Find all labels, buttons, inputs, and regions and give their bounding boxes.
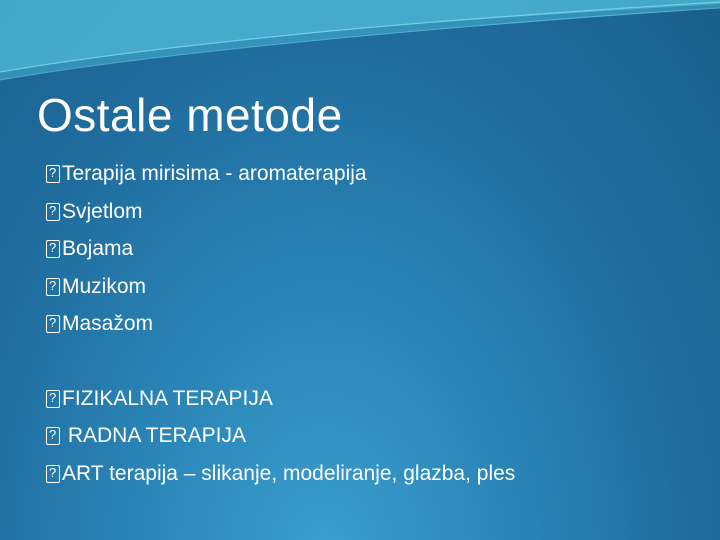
list-item-text: FIZIKALNA TERAPIJA [62, 386, 273, 410]
list-item [46, 196, 515, 234]
list-item-text: Svjetlom [62, 199, 143, 223]
list-item-text: ART terapija – slikanje, modeliranje, glazba, ples [62, 461, 516, 485]
list-item-text: RADNA TERAPIJA [62, 424, 246, 447]
bullet-glyph-icon [46, 240, 60, 258]
list-item [46, 308, 515, 346]
bullet-glyph-icon [46, 278, 60, 296]
slide-title: Ostale metode [37, 89, 343, 141]
list-item-text: Terapija mirisima - aromaterapija [62, 162, 367, 185]
bullet-glyph-icon [46, 427, 60, 445]
list-item [46, 233, 515, 271]
list-item-text: Masažom [62, 312, 154, 335]
bullet-glyph-icon [46, 465, 60, 483]
header-wave-decoration [0, 0, 720, 90]
list-item-text: Muzikom [62, 274, 147, 298]
list-item [46, 458, 515, 496]
bullet-list [46, 158, 515, 495]
list-item-text: Bojama [62, 237, 134, 260]
list-item [46, 420, 515, 458]
bullet-glyph-icon [46, 315, 60, 333]
bullet-glyph-icon [46, 390, 60, 408]
list-spacer [46, 346, 515, 383]
bullet-glyph-icon [46, 203, 60, 221]
bullet-glyph-icon [46, 165, 60, 183]
list-item [46, 271, 515, 309]
list-item [46, 158, 515, 196]
list-item [46, 383, 515, 421]
